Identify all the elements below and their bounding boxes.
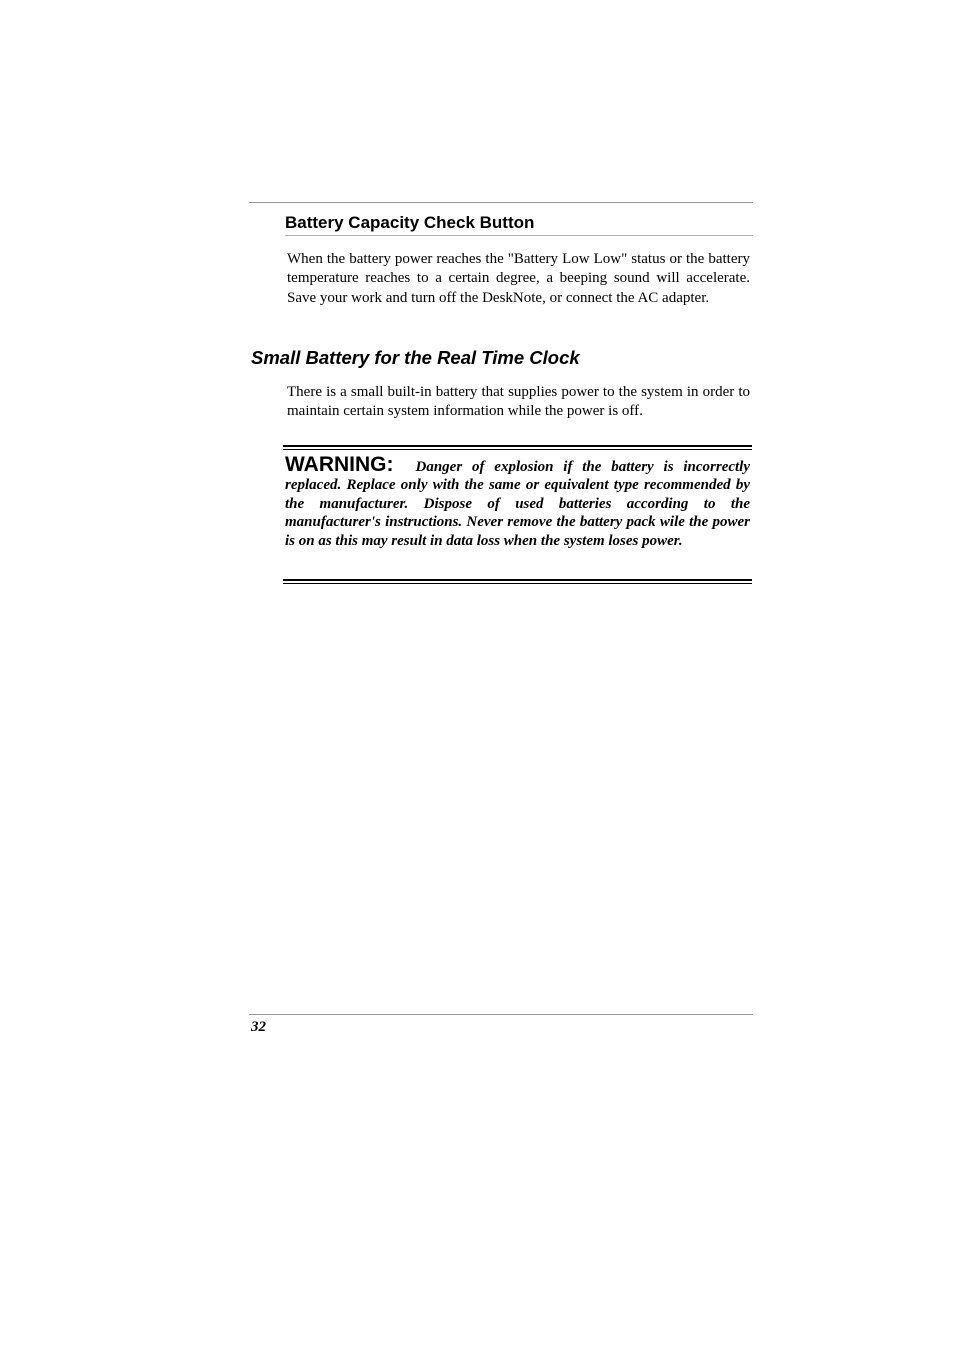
- section-heading-rule: [285, 235, 753, 236]
- section-body-paragraph: When the battery power reaches the "Battery Low Low" status or the battery temperature reaches to a certain degree, a beeping sound will accelerate. Save your work and turn off the DeskNote, or connect the AC adapter.: [287, 251, 750, 306]
- header-rule: [249, 202, 753, 203]
- subsection-heading: Small Battery for the Real Time Clock: [251, 347, 580, 368]
- footer-rule: [249, 1014, 753, 1015]
- subsection-body-paragraph: There is a small built-in battery that supplies power to the system in order to maintain certain system information while the power is off.: [287, 384, 750, 420]
- warning-top-border: [283, 445, 752, 450]
- warning-text: Danger of explosion if the battery is incorrectly replaced. Replace only with the same or equivalent type recommended by the manufacturer. Dispose of used batteries according to the manufacturer's instructions. Never remove the battery pack wile the power is on as this may result in data loss when the system loses power.: [285, 459, 750, 549]
- warning-notice: [285, 453, 750, 550]
- warning-bottom-border: [283, 579, 752, 584]
- warning-label: WARNING:: [285, 453, 394, 476]
- section-heading: Battery Capacity Check Button: [285, 213, 535, 232]
- page-number: 32: [251, 1019, 266, 1035]
